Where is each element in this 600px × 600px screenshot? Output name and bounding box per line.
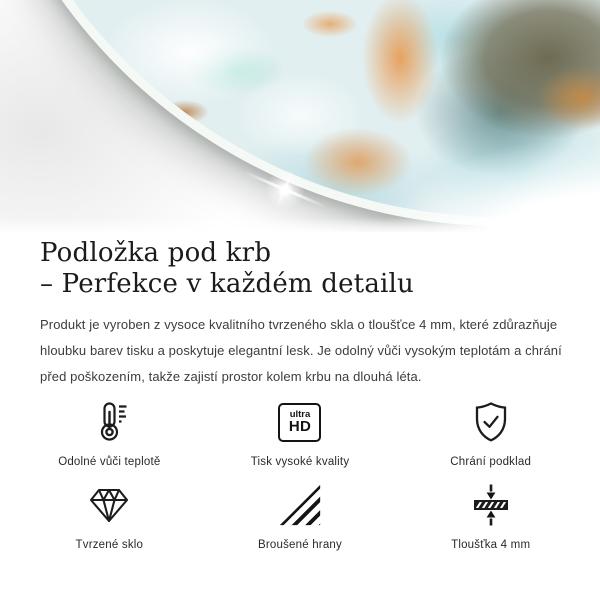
feature-label: Tloušťka 4 mm — [451, 539, 531, 551]
content-section — [0, 238, 600, 390]
feature-label: Odolné vůči teplotě — [58, 456, 161, 468]
feature-thickness — [395, 481, 586, 551]
shield-check-icon — [467, 398, 515, 446]
feature-label: Tisk vysoké kvality — [250, 456, 350, 468]
feature-label: Chrání podklad — [450, 456, 532, 468]
thermometer-icon — [85, 398, 133, 446]
feature-label: Tvrzené sklo — [75, 539, 144, 551]
thickness-icon — [467, 481, 515, 529]
product-description: Produkt je vyroben z vysoce kvalitního tvrzeného skla o tloušťce 4 mm, které zdůrazňuje hloubku barev tisku a poskytuje elegantní lesk. Je odolný vůči vysokým teplotám a chrání před poškozením, takže zajistí prostor kolem krbu na dlouhá léta. — [40, 317, 562, 384]
page-title-line1: Podložka pod krb — [40, 238, 272, 268]
diamond-icon — [85, 481, 133, 529]
feature-label: Broušené hrany — [257, 539, 342, 551]
feature-print-quality — [205, 398, 396, 468]
feature-tempered-glass — [14, 481, 205, 551]
feature-polished-edges — [205, 481, 396, 551]
page-title — [40, 238, 560, 300]
product-photo — [0, 0, 600, 232]
marble-artwork — [0, 0, 600, 217]
feature-protects-surface — [395, 398, 586, 468]
beveled-edge-icon — [279, 481, 321, 529]
ultra-hd-icon: ultra HD — [278, 398, 321, 446]
features-grid — [14, 398, 586, 551]
glass-disc — [0, 0, 600, 217]
feature-heat-resistant — [14, 398, 205, 468]
page-title-line2: – Perfekce v každém detailu — [40, 269, 414, 299]
